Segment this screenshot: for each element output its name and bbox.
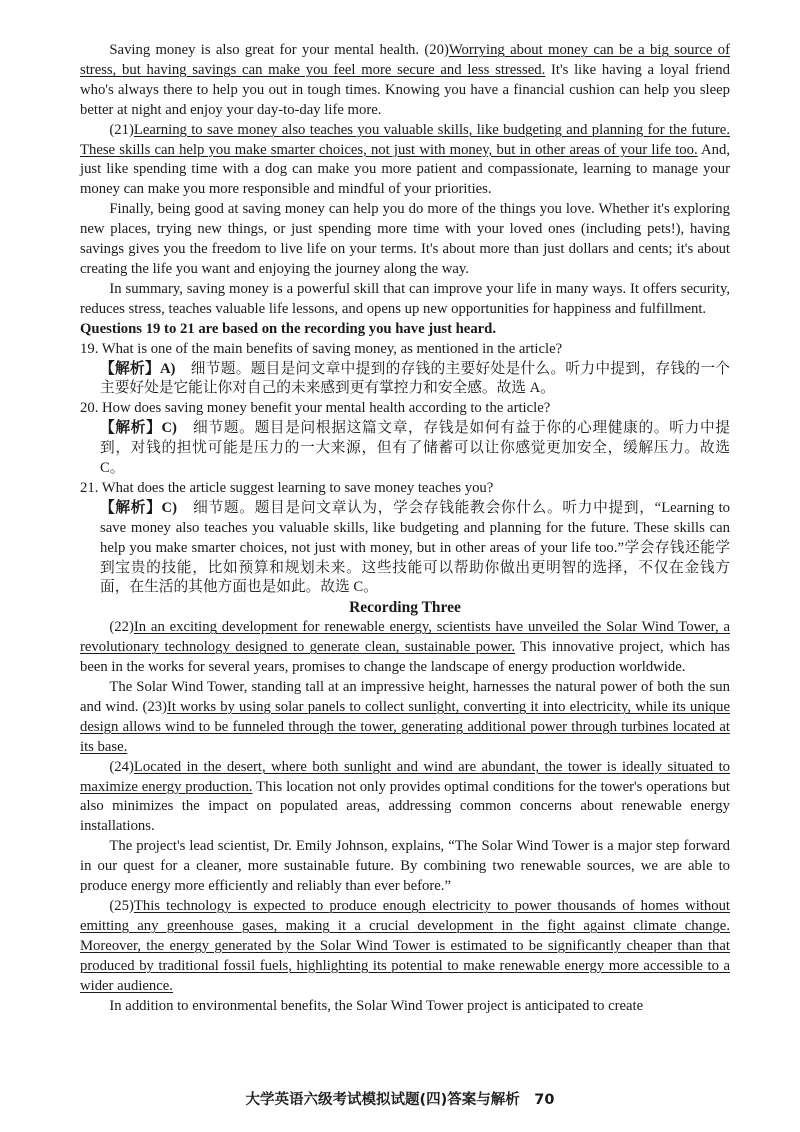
underlined-sentence-25: This technology is expected to produce enough electricity to power thousands of homes without emitting any greenhouse gases, making it a crucial development in the fight against climate change. Moreover, the energy generated by the Solar Wind Tower is estimated to be significantly cheaper than that produced by traditional fossil fuels, highlighting its potential to make renewable energy more accessible to a wider audience. [80, 897, 730, 994]
question-21: 21. What does the article suggest learning to save money teaches you? [80, 479, 494, 496]
paragraph-summary: In summary, saving money is a powerful skill that can improve your life in many ways. It offers security, reduces stress, teaches valuable life lessons, and opens up new opportunities for happiness and fulfillment. [80, 280, 730, 317]
paragraph-valuable-skills: (21)Learning to save money also teaches you valuable skills, like budgeting and planning for the future. These skills can help you make smarter choices, not just with money, but in other areas of your life too. And, just like spending time with a dog can make you more patient and compassionate, learning to manage your money can make you more responsible and mindful of your priorities. [80, 121, 731, 198]
paragraph-additional-benefits: In addition to environmental benefits, the Solar Wind Tower project is anticipated to create [109, 997, 644, 1014]
paragraph-mental-health: Saving money is also great for your mental health. (20)Worrying about money can be a big source of stress, but having savings can make you feel more secure and less stressed. It's like having a loyal friend who's always there to help you out in tough times. Knowing you have a financial cushion can help you sleep better at night and enjoy your day-to-day life more. [80, 42, 730, 118]
paragraph-lead-scientist: The project's lead scientist, Dr. Emily Johnson, explains, “The Solar Wind Tower is a major step forward in our quest for a cleaner, more sustainable future. By combining two renewable sources, we are able to produce energy more efficiently and reliably than ever before.” [80, 838, 730, 895]
answer-20: 【解析】C) 细节题。题目是问根据这篇文章，存钱是如何有益于你的心理健康的。听力中提到，对钱的担忧可能是压力的一大来源，但有了储蓄可以让你感觉更加安全，缓解压力。故选 C。 [100, 420, 730, 477]
question-20: 20. How does saving money benefit your mental health according to the article? [80, 400, 551, 417]
answer-tag: 【解析】C) [100, 420, 177, 437]
questions-header: Questions 19 to 21 are based on the recording you have just heard. [80, 320, 497, 337]
answer-tag: 【解析】A) [100, 360, 176, 377]
paragraph-expected-output: (25)This technology is expected to produce enough electricity to power thousands of homes without emitting any greenhouse gases, making it a crucial development in the fight against climate change. Moreover, the energy generated by the Solar Wind Tower is estimated to be significantly cheaper than that produced by traditional fossil fuels, highlighting its potential to make renewable energy more accessible to a wider audience. [80, 897, 730, 994]
recording-title: Recording Three [349, 599, 461, 617]
answer-tag: 【解析】C) [100, 499, 178, 516]
paragraph-how-it-works: The Solar Wind Tower, standing tall at an impressive height, harnesses the natural power of both the sun and wind. (23)It works by using solar panels to collect sunlight, converting it into electricity, while its unique design allows wind to be funneled through the tower, generating additional power through turbines located at its base. [80, 679, 731, 755]
answer-19: 【解析】A) 细节题。题目是问文章中提到的存钱的主要好处是什么。听力中提到，存钱的一个主要好处是它能让你对自己的未来感到更有掌控力和安全感。故选 A。 [100, 360, 730, 397]
underlined-sentence-20: Worrying about money can be a big source of stress, but having savings can make you feel more secure and less stressed. [80, 42, 730, 78]
underlined-sentence-23: It works by using solar panels to collect sunlight, converting it into electricity, while its unique design allows wind to be funneled through the tower, generating additional power through turbines located at its base. [80, 698, 731, 755]
page-footer: 大学英语六级考试模拟试题(四)答案与解析 70 [245, 1092, 555, 1108]
paragraph-location: (24)Located in the desert, where both sunlight and wind are abundant, the tower is ideally situated to maximize energy production. This location not only provides optimal conditions for the tower's operations but also minimizes the impact on populated areas, addressing common concerns about renewable energy installations. [80, 758, 730, 835]
paragraph-finally: Finally, being good at saving money can help you do more of the things you love. Whether it's exploring new places, trying new things, or just spending more time with your loved ones (including pets!), having savings gives you the freedom to live life on your terms. It's about more than just dollars and cents; it's about creating the life you want and enjoying the journey along the way. [80, 201, 730, 277]
answer-21: 【解析】C) 细节题。题目是问文章认为，学会存钱能教会你什么。听力中提到，“Learning to save money also teaches you valuable skills, like budgeting and planning for the future. These skills can help you make smarter choices, not just with money, but in other areas of your life too.”学会存钱还能学到宝贵的技能，比如预算和规划未来。这些技能可以帮助你做出更明智的选择，不仅在金钱方面，在生活的其他方面也是如此。故选 C。 [100, 499, 730, 596]
underlined-sentence-22: In an exciting development for renewable energy, scientists have unveiled the Solar Wind Tower, a revolutionary technology designed to generate clean, sustainable power. [80, 619, 730, 656]
question-19: 19. What is one of the main benefits of saving money, as mentioned in the article? [80, 340, 563, 357]
underlined-sentence-21: Learning to save money also teaches you valuable skills, like budgeting and planning for the future. These skills can help you make smarter choices, not just with money, but in other areas of your life too. [80, 121, 730, 158]
page-content [80, 41, 730, 1016]
paragraph-solar-wind-tower-intro: (22)In an exciting development for renewable energy, scientists have unveiled the Solar Wind Tower, a revolutionary technology designed to generate clean, sustainable power. This innovative project, which has been in the works for several years, promises to change the landscape of energy production worldwide. [80, 619, 730, 676]
underlined-sentence-24: Located in the desert, where both sunlight and wind are abundant, the tower is ideally situated to maximize energy production. [80, 758, 730, 795]
